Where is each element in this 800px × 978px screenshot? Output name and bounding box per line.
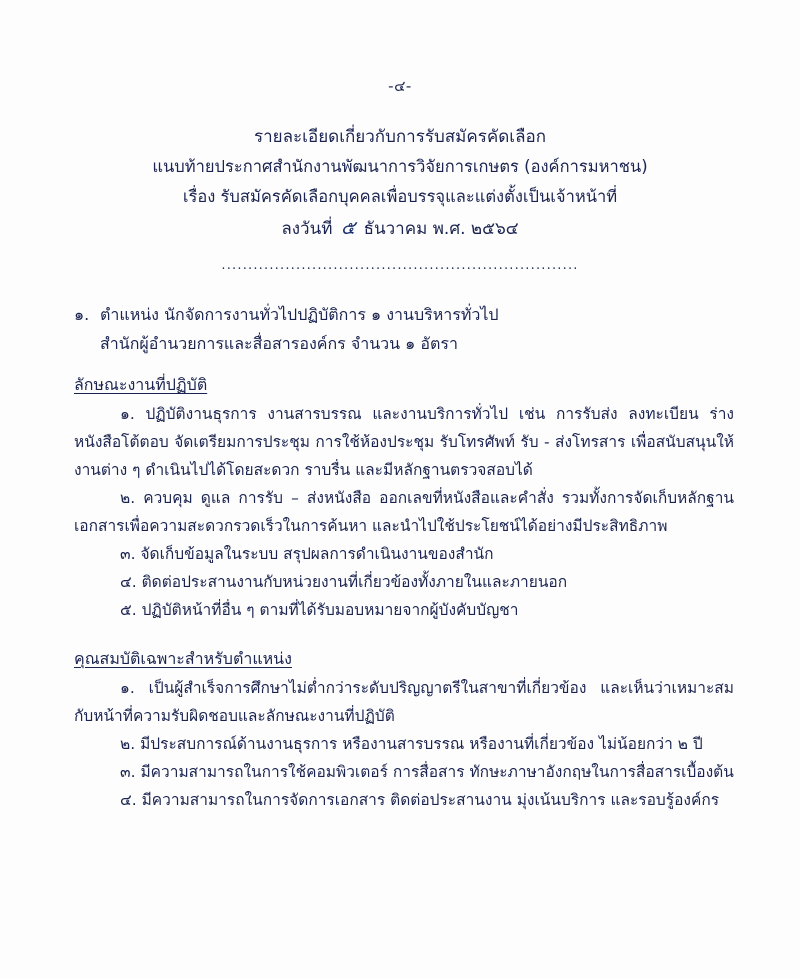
section-qualifications-heading: คุณสมบัติเฉพาะสำหรับตำแหน่ง: [74, 649, 292, 668]
qualification-item-1: ๑. เป็นผู้สำเร็จการศึกษาไม่ต่ำกว่าระดับปริญญาตรีในสาขาที่เกี่ยวข้อง และเห็นว่าเหมาะสมกับหน้าที่ความรับผิดชอบและลักษณะงานที่ปฏิบัติ: [74, 679, 734, 725]
duty-item-4: ๔. ติดต่อประสานงานกับหน่วยงานที่เกี่ยวข้องทั้งภายในและภายนอก: [120, 573, 568, 591]
section-duties-heading: ลักษณะงานที่ปฏิบัติ: [74, 375, 208, 394]
date-prefix: ลงวันที่: [281, 219, 333, 239]
duty-item-2: ๒. ควบคุม ดูแล การรับ – ส่งหนังสือ ออกเลขที่หนังสือและคำสั่ง รวมทั้งการจัดเก็บหลักฐานเอกสารเพื่อความสะดวกรวดเร็วในการค้นหา และนำไปใช้ประโยชน์ได้อย่างมีประสิทธิภาพ: [74, 489, 734, 535]
position-line-1: ตำแหน่ง นักจัดการงานทั่วไปปฏิบัติการ ๑ งานบริหารทั่วไป: [100, 305, 499, 324]
page-number: -๔-: [388, 77, 412, 95]
qualification-item-3: ๓. มีความสามารถในการใช้คอมพิวเตอร์ การสื่อสาร ทักษะภาษาอังกฤษในการสื่อสารเบื้องต้น: [120, 763, 734, 781]
duty-item-3: ๓. จัดเก็บข้อมูลในระบบ สรุปผลการดำเนินงานของสำนัก: [120, 545, 494, 563]
qualification-item-2: ๒. มีประสบการณ์ด้านงานธุรการ หรืองานสารบรรณ หรืองานที่เกี่ยวข้อง ไม่น้อยกว่า ๒ ปี: [120, 735, 703, 753]
section-qualifications: [74, 636, 734, 814]
handwritten-day: ๕: [340, 217, 356, 239]
document-date-line: [0, 212, 800, 245]
position-heading-line-2: [74, 329, 734, 358]
duty-item-5: ๕. ปฏิบัติหน้าที่อื่น ๆ ตามที่ได้รับมอบหมายจากผู้บังคับบัญชา: [120, 601, 519, 619]
title-line-3: เรื่อง รับสมัครคัดเลือกบุคคลเพื่อบรรจุและแต่งตั้งเป็นเจ้าหน้าที่: [182, 187, 618, 206]
date-suffix: ธันวาคม พ.ศ. ๒๕๖๔: [363, 219, 519, 239]
duty-item-1: ๑. ปฏิบัติงานธุรการ งานสารบรรณ และงานบริการทั่วไป เช่น การรับส่ง ลงทะเบียน ร่างหนังสือโต้ตอบ จัดเตรียมการประชุม การใช้ห้องประชุม รับโทรศัพท์ รับ - ส่งโทรสาร เพื่อสนับสนุนให้งานต่าง ๆ ดำเนินไปได้โดยสะดวก ราบรื่น และมีหลักฐานตรวจสอบได้: [74, 405, 734, 479]
document-body: [74, 300, 734, 814]
title-line-2: แนบท้ายประกาศสำนักงานพัฒนาการวิจัยการเกษตร (องค์การมหาชน): [152, 157, 648, 176]
title-line-1: รายละเอียดเกี่ยวกับการรับสมัครคัดเลือก: [253, 127, 547, 147]
divider-dots: ...................................................................: [221, 258, 579, 273]
section-duties: [74, 362, 734, 624]
position-line-2: สำนักผู้อำนวยการและสื่อสารองค์กร จำนวน ๑ อัตรา: [100, 334, 458, 353]
position-number: ๑.: [74, 305, 90, 324]
qualification-item-4: ๔. มีความสามารถในการจัดการเอกสาร ติดต่อประสานงาน มุ่งเน้นบริการ และรอบรู้องค์กร: [120, 791, 720, 809]
position-heading: [74, 300, 734, 329]
document-title-block: [0, 122, 800, 245]
